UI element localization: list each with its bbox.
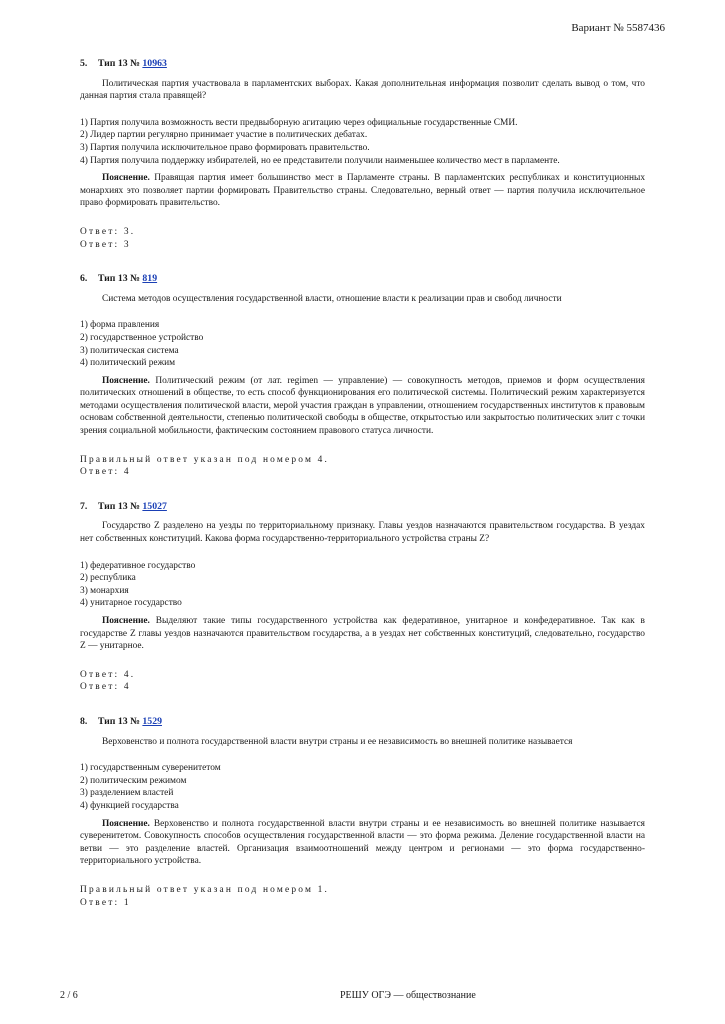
task-header: [80, 273, 645, 286]
option-item: 2) политическим режимом: [80, 775, 187, 786]
explanation-label: Пояснение.: [102, 616, 150, 626]
option-item: 3) политическая система: [80, 345, 179, 356]
task-header: [80, 58, 645, 71]
task-list: [80, 58, 645, 931]
explanation: [80, 172, 645, 210]
task-number: 5.: [80, 58, 88, 69]
question-text: Государство Z разделено на уезды по территориальному признаку. Главы уездов назначаются правительством государства. В уездах нет собственных конституций. Какова форма государственно-территориального устройства страны Z?: [80, 521, 645, 545]
task-number: 6.: [80, 273, 88, 285]
explanation-text: Выделяют такие типы государственного устройства как федеративное, унитарное и конфедеративное. Так как в государстве Z главы уездов назначаются правительством государства, а в уездах нет собственных конституций, следовательно, государство Z — унитарное.: [80, 616, 645, 652]
option-item: 2) республика: [80, 573, 136, 584]
explanation: [80, 818, 645, 868]
option-item: 1) федеративное государство: [80, 560, 196, 571]
footer-source: РЕШУ ОГЭ — обществознание: [340, 990, 476, 1001]
option-item: 3) Партия получила исключительное право формировать правительство.: [80, 142, 370, 153]
option-item: 1) форма правления: [80, 320, 160, 331]
task-type: Тип 13 №: [97, 715, 140, 727]
option-item: 2) Лидер партии регулярно принимает участие в политических дебатах.: [80, 130, 368, 141]
option-item: 4) унитарное государство: [80, 598, 182, 609]
task-link[interactable]: 1529: [142, 715, 162, 727]
option-item: 3) разделением властей: [80, 788, 174, 799]
task-number: 7.: [80, 500, 88, 512]
task-6: [80, 273, 645, 479]
option-item: 3) монархия: [80, 585, 129, 596]
answer-line: Правильный ответ указан под номером 4.: [80, 454, 330, 465]
task-5: [80, 58, 645, 251]
option-item: 2) государственное устройство: [80, 332, 204, 343]
question-text: Политическая партия участвовала в парламентских выборах. Какая дополнительная информация позволит сделать вывод о том, что данная партия стала правящей?: [80, 78, 645, 102]
task-type: Тип 13 №: [97, 273, 140, 285]
answer-line: Ответ: 3.: [80, 226, 136, 237]
options-list: [80, 560, 645, 610]
answer-line: Ответ: 4: [80, 467, 131, 478]
question-text: Верховенство и полнота государственной власти внутри страны и ее независимость во внешней политике называется: [102, 736, 573, 747]
options-list: [80, 319, 645, 369]
explanation-text: Политический режим (от лат. regimen — управление) — совокупность методов, приемов и форм осуществления политических отношений в обществе, то есть способ функционирования его политической системы. Политический режим характеризуется методами осуществления политической власти, мерой участия граждан в управлении, отношением государственных институтов к правовым основам собственной деятельности, степенью политической свободы в обществе, открытостью или закрытостью политических элит с точки зрения социальной мобильности, фактическим состоянием правового статуса личности.: [80, 375, 645, 437]
answer-line: Ответ: 4: [80, 682, 131, 693]
task-number: 8.: [80, 715, 88, 727]
answer-line: Ответ: 4.: [80, 669, 136, 680]
explanation: [80, 615, 645, 653]
task-header: [80, 501, 645, 514]
task-header: [80, 716, 645, 729]
task-link[interactable]: 15027: [142, 500, 167, 512]
explanation: [80, 375, 645, 438]
option-item: 4) политический режим: [80, 358, 176, 369]
explanation-text: Верховенство и полнота государственной власти внутри страны и ее независимость во внешней политике называется суверенитетом. Совокупность способов осуществления государственной власти — это форма режима. Деление государственной власти на ветви — это разделение властей. Организация взаимоотношений между центром и регионами — это форма государственно-территориального устройства.: [80, 818, 645, 867]
option-item: 1) государственным суверенитетом: [80, 763, 221, 774]
answer-line: Правильный ответ указан под номером 1.: [80, 884, 330, 895]
page-number: 2 / 6: [60, 990, 78, 1001]
task-type: Тип 13 №: [97, 58, 140, 69]
answer-line: Ответ: 3: [80, 239, 131, 250]
explanation-text: Правящая партия имеет большинство мест в Парламенте страны. В парламентских республиках и конституционных монархиях это позволяет партии формировать Правительство страны. Следовательно, верный ответ — партия получила исключительное право формировать правительство.: [80, 173, 646, 209]
question-text: Система методов осуществления государственной власти, отношение власти к реализации прав и свобод личности: [102, 293, 562, 304]
option-item: 1) Партия получила возможность вести предвыборную агитацию через официальные государственные СМИ.: [80, 117, 518, 128]
explanation-label: Пояснение.: [102, 173, 150, 184]
task-type: Тип 13 №: [97, 500, 140, 512]
explanation-label: Пояснение.: [102, 818, 150, 829]
explanation-label: Пояснение.: [102, 375, 150, 386]
option-item: 4) функцией государства: [80, 800, 179, 811]
task-link[interactable]: 10963: [142, 58, 167, 69]
answer-line: Ответ: 1: [80, 897, 131, 908]
variant-number: Вариант № 5587436: [571, 22, 665, 34]
task-7: [80, 501, 645, 694]
task-8: [80, 716, 645, 909]
options-list: [80, 762, 645, 812]
task-link[interactable]: 819: [142, 273, 158, 285]
option-item: 4) Партия получила поддержку избирателей, но ее представители получили наименьшее количество мест в парламенте.: [80, 155, 560, 166]
options-list: [80, 117, 645, 167]
